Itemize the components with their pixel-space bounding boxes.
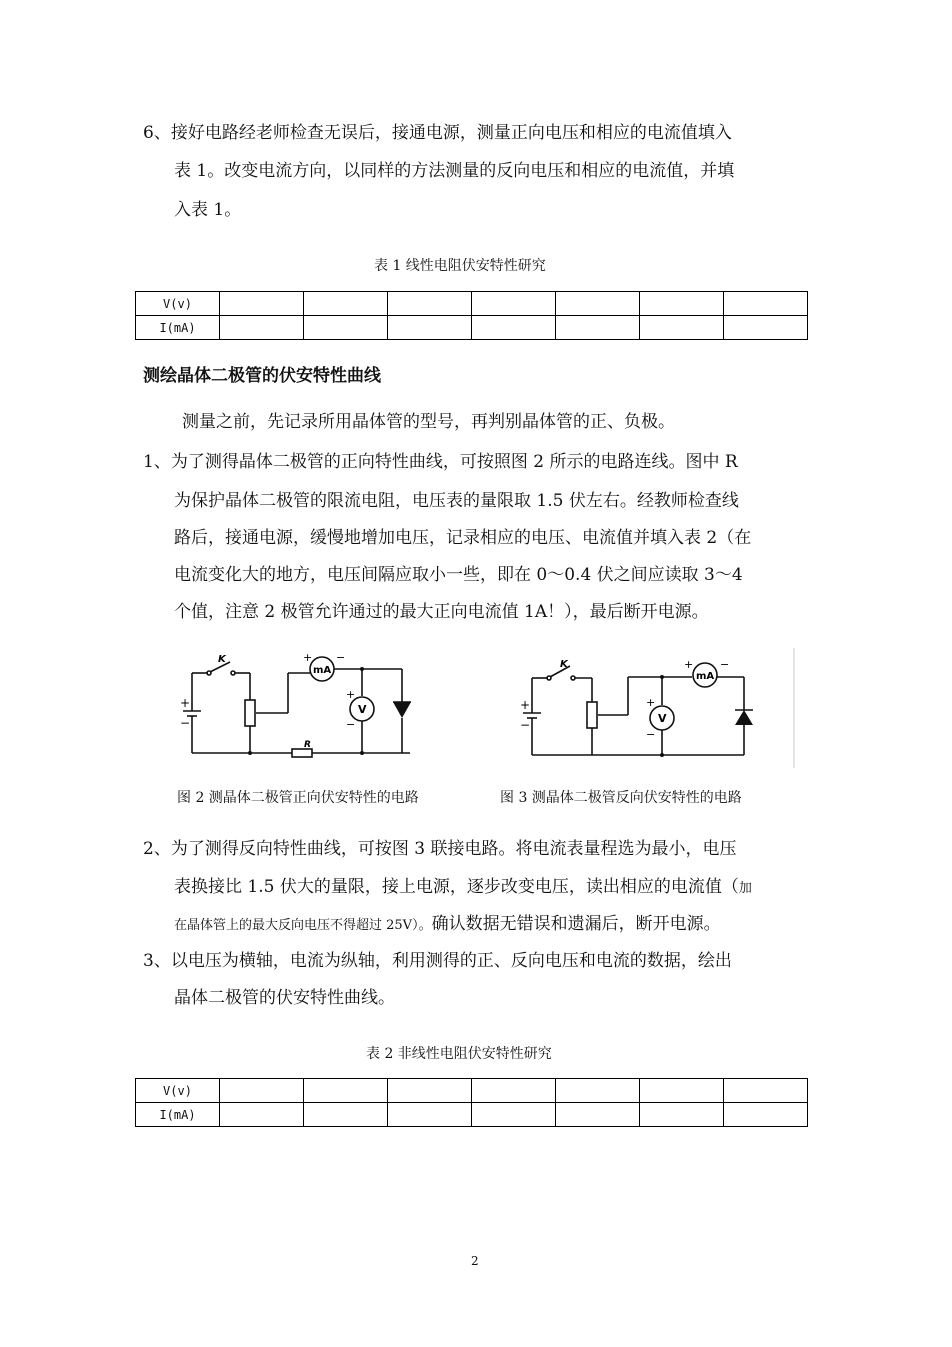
table-cell[interactable] xyxy=(472,292,556,316)
step1-line-1: 1、为了测得晶体二极管的正向特性曲线，可按照图 2 所示的电路连线。图中 R xyxy=(143,452,738,472)
step3-line-1: 3、以电压为横轴，电流为纵轴，利用测得的正、反向电压和电流的数据，绘出 xyxy=(143,951,732,971)
switch-label: K xyxy=(218,654,226,665)
ammeter-label: mA xyxy=(313,665,332,676)
step1-line-3: 路后，接通电源，缓慢地增加电压，记录相应的电压、电流值并填入表 2（在 xyxy=(174,528,752,548)
table1-row-label-v: V(v) xyxy=(136,292,220,316)
step6-line-2: 表 1。改变电流方向，以同样的方法测量的反向电压和相应的电流值，并填 xyxy=(174,161,735,181)
table-cell[interactable] xyxy=(304,1079,388,1103)
table-cell[interactable] xyxy=(556,1103,640,1127)
table-cell[interactable] xyxy=(556,292,640,316)
table-cell[interactable] xyxy=(388,292,472,316)
table-cell[interactable] xyxy=(724,1079,808,1103)
figure2-circuit xyxy=(170,648,430,763)
step1-line-4: 电流变化大的地方，电压间隔应取小一些，即在 0～0.4 伏之间应读取 3～4 xyxy=(174,565,743,585)
table-cell[interactable] xyxy=(724,316,808,340)
step2-line-1: 2、为了测得反向特性曲线，可按图 3 联接电路。将电流表量程选为最小，电压 xyxy=(143,839,737,859)
table2-row-label-v: V(v) xyxy=(136,1079,220,1103)
table-cell[interactable] xyxy=(472,316,556,340)
table-cell[interactable] xyxy=(556,1079,640,1103)
table-row xyxy=(136,292,808,316)
table-cell[interactable] xyxy=(640,1079,724,1103)
battery-minus: − xyxy=(520,718,531,732)
voltmeter-label: V xyxy=(358,703,367,716)
table-cell[interactable] xyxy=(388,1079,472,1103)
voltmeter-plus: + xyxy=(646,696,656,709)
voltmeter-label: V xyxy=(658,712,667,725)
figure3-caption: 图 3 测晶体二极管反向伏安特性的电路 xyxy=(500,790,742,806)
table-cell[interactable] xyxy=(388,1103,472,1127)
table-cell[interactable] xyxy=(640,316,724,340)
table-cell[interactable] xyxy=(304,292,388,316)
table-row xyxy=(136,1103,808,1127)
step6-line-3: 入表 1。 xyxy=(174,200,242,220)
battery-plus: + xyxy=(180,696,191,710)
ammeter-plus: + xyxy=(684,658,694,671)
table-row xyxy=(136,1079,808,1103)
table-cell[interactable] xyxy=(640,1103,724,1127)
table2 xyxy=(135,1078,808,1127)
table2-caption: 表 2 非线性电阻伏安特性研究 xyxy=(366,1046,552,1062)
battery-minus: − xyxy=(180,716,191,730)
table-cell[interactable] xyxy=(304,1103,388,1127)
table-cell[interactable] xyxy=(220,316,304,340)
section-heading: 测绘晶体二极管的伏安特性曲线 xyxy=(143,366,381,386)
table2-row-label-i: I(mA) xyxy=(136,1103,220,1127)
page-number: 2 xyxy=(471,1254,479,1268)
table-cell[interactable] xyxy=(640,292,724,316)
diode-reverse-icon xyxy=(735,710,753,725)
ammeter-minus: − xyxy=(720,658,730,671)
step2-line-2 xyxy=(174,876,752,900)
diode-icon xyxy=(393,702,411,718)
table-cell[interactable] xyxy=(304,316,388,340)
table1 xyxy=(135,291,808,340)
table-cell[interactable] xyxy=(472,1103,556,1127)
step1-line-2: 为保护晶体二极管的限流电阻，电压表的量限取 1.5 伏左右。经教师检查线 xyxy=(174,491,739,511)
table-row xyxy=(136,316,808,340)
table-cell[interactable] xyxy=(220,1103,304,1127)
table-cell[interactable] xyxy=(472,1079,556,1103)
ammeter-minus: − xyxy=(336,651,346,664)
table-cell[interactable] xyxy=(556,316,640,340)
step2-line-3-small: 在晶体管上的最大反向电压不得超过 25V）。 xyxy=(174,918,432,933)
ammeter-plus: + xyxy=(303,651,313,664)
table1-caption: 表 1 线性电阻伏安特性研究 xyxy=(374,258,546,274)
voltmeter-minus: − xyxy=(346,718,356,731)
table-cell[interactable] xyxy=(220,1079,304,1103)
table-cell[interactable] xyxy=(220,292,304,316)
figure3-circuit xyxy=(510,648,800,773)
ammeter-label: mA xyxy=(696,671,715,682)
step2-line-3-main: 确认数据无错误和遗漏后，断开电源。 xyxy=(431,914,721,934)
table1-row-label-i: I(mA) xyxy=(136,316,220,340)
battery-plus: + xyxy=(520,698,531,712)
step1-line-5: 个值，注意 2 极管允许通过的最大正向电流值 1A！），最后断开电源。 xyxy=(174,602,709,622)
resistor-label: R xyxy=(304,740,311,750)
step6-line-1: 6、接好电路经老师检查无误后，接通电源，测量正向电压和相应的电流值填入 xyxy=(143,123,732,143)
step3-line-2: 晶体二极管的伏安特性曲线。 xyxy=(174,988,395,1008)
switch-label: K xyxy=(560,659,568,670)
step2-line-2-main: 表换接比 1.5 伏大的量限，接上电源，逐步改变电压，读出相应的电流值（ xyxy=(174,877,739,897)
table-cell[interactable] xyxy=(724,292,808,316)
figure2-caption: 图 2 测晶体二极管正向伏安特性的电路 xyxy=(177,790,419,806)
table-cell[interactable] xyxy=(724,1103,808,1127)
step2-line-2-small: 加 xyxy=(738,881,752,896)
voltmeter-minus: − xyxy=(646,728,656,741)
voltmeter-plus: + xyxy=(346,688,356,701)
table-cell[interactable] xyxy=(388,316,472,340)
section-intro: 测量之前，先记录所用晶体管的型号，再判别晶体管的正、负极。 xyxy=(182,412,675,432)
step2-line-3 xyxy=(174,913,721,937)
